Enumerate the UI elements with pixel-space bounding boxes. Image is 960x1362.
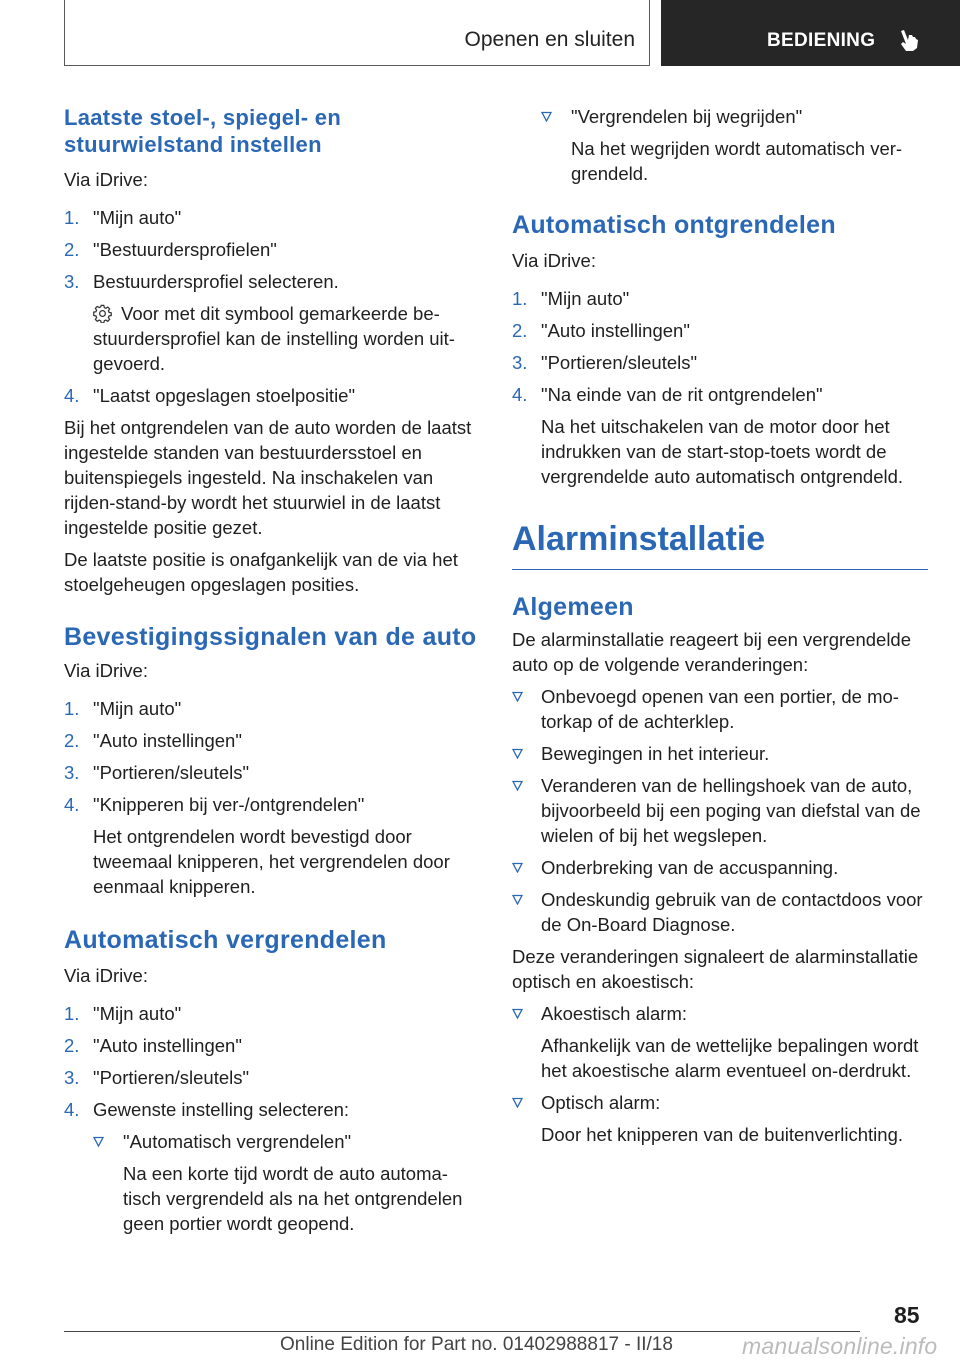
list-item: 2. "Auto instellingen" bbox=[64, 730, 242, 751]
section-heading-confirmation-signals: Bevestigingssignalen van de auto bbox=[64, 623, 477, 651]
list-item: 4. "Na einde van de rit ontgrendelen" bbox=[512, 384, 823, 405]
bullet-item: Onbevoegd openen van een portier, de mo-torkap of de achterklep. bbox=[512, 684, 928, 734]
gear-icon bbox=[93, 304, 112, 323]
triangle-bullet-icon bbox=[512, 862, 523, 873]
footer-rule bbox=[64, 1331, 860, 1332]
sub-list-item: "Vergrendelen bij wegrijden" bbox=[541, 104, 928, 129]
list-item: 3. "Portieren/sleutels" bbox=[512, 352, 698, 373]
item-detail: Het ontgrendelen wordt bevestigd door tweemaal knipperen, het vergrendelen door eenmaal knipperen. bbox=[93, 826, 450, 897]
list-item: 4. "Knipperen bij ver-/ontgrendelen" bbox=[64, 794, 365, 815]
bullet-item: Akoestisch alarm: bbox=[512, 1001, 928, 1026]
watermark: manualsonline.info bbox=[742, 1333, 938, 1359]
list-item: 1. "Mijn auto" bbox=[64, 207, 182, 228]
via-idrive-label: Via iDrive: bbox=[512, 250, 596, 271]
header-chapter-box bbox=[661, 0, 960, 66]
footer-edition: Online Edition for Part no. 01402988817 - II/18 bbox=[280, 1334, 673, 1355]
triangle-bullet-icon bbox=[512, 1097, 523, 1108]
sub-list-item: "Automatisch vergrendelen" bbox=[93, 1129, 479, 1154]
list-item: 2. "Auto instellingen" bbox=[512, 320, 690, 341]
bullet-item: Optisch alarm: bbox=[512, 1090, 928, 1115]
heading-rule bbox=[512, 569, 928, 570]
paragraph: De alarminstallatie reageert bij een vergrendelde auto op de volgende veranderingen: bbox=[512, 629, 912, 675]
left-column bbox=[64, 100, 479, 1236]
triangle-bullet-icon bbox=[512, 748, 523, 759]
paragraph: De laatste positie is onafgankelijk van de via het stoelgeheugen opgeslagen posities. bbox=[64, 549, 458, 595]
section-heading-auto-unlock: Automatisch ontgrendelen bbox=[512, 211, 836, 239]
via-idrive-label: Via iDrive: bbox=[64, 965, 148, 986]
section-heading-auto-lock: Automatisch vergrendelen bbox=[64, 926, 387, 954]
hand-pointer-icon bbox=[895, 27, 921, 53]
item-detail: Na het uitschakelen van de motor door het indrukken van de start-stop-toets wordt de vergrendelde auto automatisch ontgrendeld. bbox=[541, 416, 904, 487]
profile-note: Voor met dit symbool gemarkeerde be-stuurdersprofiel kan de instelling worden uit-gevoerd. bbox=[93, 303, 455, 374]
paragraph: Deze veranderingen signaleert de alarminstallatie optisch en akoestisch: bbox=[512, 946, 919, 992]
triangle-bullet-icon bbox=[512, 780, 523, 791]
list-item: 3. Bestuurdersprofiel selecteren. bbox=[64, 271, 339, 292]
list-item: 2. "Auto instellingen" bbox=[64, 1035, 242, 1056]
bullet-item: Veranderen van de hellingshoek van de auto, bijvoorbeeld bij een poging van diefstal van de wielen of bij het wegslepen. bbox=[512, 773, 928, 848]
triangle-bullet-icon bbox=[512, 894, 523, 905]
triangle-bullet-icon bbox=[512, 691, 523, 702]
item-detail: Afhankelijk van de wettelijke bepalingen wordt het akoestische alarm eventueel on-derdrukt. bbox=[541, 1035, 919, 1081]
chapter-heading-alarm: Alarminstallatie bbox=[512, 520, 766, 558]
section-heading-seat-position: Laatste stoel-, spiegel- en stuurwielstand instellen bbox=[64, 105, 342, 157]
list-item: 3. "Portieren/sleutels" bbox=[64, 1067, 250, 1088]
page-number: 85 bbox=[894, 1302, 920, 1328]
item-detail: Na het wegrijden wordt automatisch ver-grendeld. bbox=[571, 138, 903, 184]
list-item: 1. "Mijn auto" bbox=[64, 1003, 182, 1024]
item-detail: Na een korte tijd wordt de auto automa-tisch vergrendeld als na het ontgrendelen geen portier wordt geopend. bbox=[123, 1163, 463, 1234]
list-item: 4. "Laatst opgeslagen stoelpositie" bbox=[64, 385, 356, 406]
list-item: 1. "Mijn auto" bbox=[512, 288, 630, 309]
via-idrive-label: Via iDrive: bbox=[64, 660, 148, 681]
triangle-bullet-icon bbox=[93, 1136, 104, 1147]
section-heading-general: Algemeen bbox=[512, 593, 634, 621]
bullet-item: Bewegingen in het interieur. bbox=[512, 741, 928, 766]
list-item: 1. "Mijn auto" bbox=[64, 698, 182, 719]
triangle-bullet-icon bbox=[512, 1008, 523, 1019]
chapter-title: BEDIENING bbox=[767, 30, 876, 51]
via-idrive-label: Via iDrive: bbox=[64, 169, 148, 190]
header-section-box bbox=[64, 0, 650, 66]
list-item: 3. "Portieren/sleutels" bbox=[64, 762, 250, 783]
right-column bbox=[512, 100, 928, 1147]
section-title: Openen en sluiten bbox=[464, 28, 635, 51]
triangle-bullet-icon bbox=[541, 111, 552, 122]
bullet-item: Onderbreking van de accuspanning. bbox=[512, 855, 928, 880]
item-detail: Door het knipperen van de buitenverlichting. bbox=[541, 1124, 904, 1145]
list-item: 4. Gewenste instelling selecteren: bbox=[64, 1099, 350, 1120]
list-item: 2. "Bestuurdersprofielen" bbox=[64, 239, 277, 260]
bullet-item: Ondeskundig gebruik van de contactdoos voor de On-Board Diagnose. bbox=[512, 887, 928, 937]
paragraph: Bij het ontgrendelen van de auto worden de laatst ingestelde standen van bestuurdersstoel en buitenspiegels ingesteld. Na inschakelen van rijden-stand-by wordt het stuurwiel in de laatst ingestelde positie gezet. bbox=[64, 417, 472, 538]
